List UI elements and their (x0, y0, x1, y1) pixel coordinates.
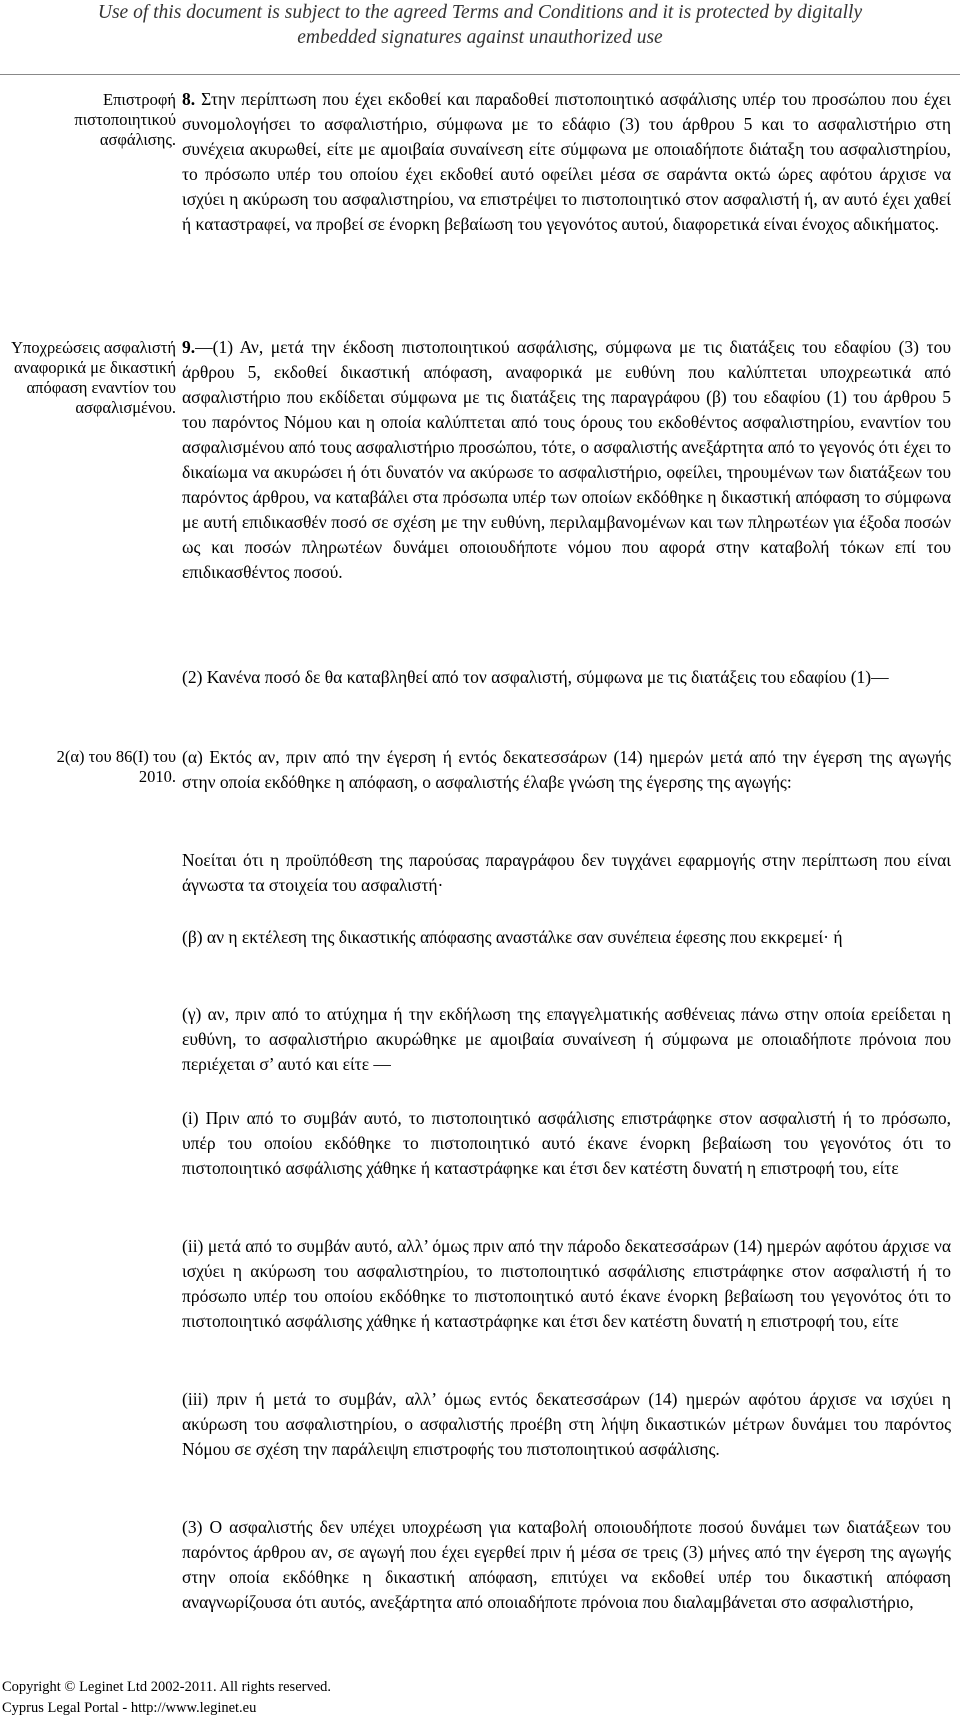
section-9 (182, 335, 951, 585)
section-9-number: 9. (182, 337, 196, 357)
section-8-number: 8. (182, 89, 196, 109)
margin-note-insurer-obligations: Υποχρεώσεις ασφαλιστή αναφορικά με δικαστική απόφαση εναντίον του ασφαλισμένου. (11, 338, 176, 417)
paragraph-b: (β) αν η εκτέλεση της δικαστικής απόφασης αναστάλκε σαν συνέπεια έφεσης που εκκρεμεί· ή (182, 927, 843, 947)
item-i: (i) Πριν από το συμβάν αυτό, το πιστοποιητικό ασφάλισης επιστράφηκε στον ασφαλιστή ή το πρόσωπο, υπέρ του οποίου εκδόθηκε το πιστοποιητικό αυτό έκανε ένορκη βεβαίωση του γεγονότος ότι το πιστοποιητικό ασφάλισης χάθηκε ή καταστράφηκε και έτσι δεν κατέστη δυνατή η επιστροφή του, είτε (182, 1108, 951, 1178)
margin-note-amendment (0, 747, 176, 787)
amendment-line-1: 2(α) του 86(Ι) του (56, 747, 176, 766)
proviso: Νοείται ότι η προϋπόθεση της παρούσας παραγράφου δεν τυγχάνει εφαρμογής στην περίπτωση που είναι άγνωστα τα στοιχεία του ασφαλιστή· (182, 850, 951, 895)
header-line-1: Use of this document is subject to the agreed Terms and Conditions and it is protected by digitally (97, 2, 863, 23)
item-ii: (ii) μετά από το συμβάν αυτό, αλλ’ όμως πριν από την πάροδο δεκατεσσάρων (14) ημερών αφότου άρχισε να ισχύει η ακύρωση του ασφαλιστηρίου, το πιστοποιητικό ασφάλισης επιστράφηκε στον ασφαλιστή ή το πρόσωπο υπέρ του οποίου εκδόθηκε το πιστοποιητικό αυτό έκανε ένορκη βεβαίωση του γεγονότος ότι το πιστοποιητικό ασφάλισης χάθηκε ή καταστράφηκε και έτσι δεν κατέστη δυνατή η επιστροφή του, είτε (182, 1236, 951, 1331)
footer-portal: Cyprus Legal Portal - http://www.leginet.eu (2, 1700, 257, 1716)
subsection-3: (3) Ο ασφαλιστής δεν υπέχει υποχρέωση για καταβολή οποιουδήποτε ποσού δυνάμει των διατάξεων του παρόντος άρθρου αν, σε αγωγή που έχει εγερθεί πριν ή μέσα σε τρεις (3) μήνες από την έγερση της αγωγής στην οποία εκδόθηκε η δικαστική απόφαση, επιτύχει να εκδοθεί υπέρ του δικαστική απόφαση αναγνωρίζουσα ότι αυτός, ανεξάρτητα από οποιαδήποτε πρόνοια που διαλαμβάνεται στο ασφαλιστήριο, (182, 1517, 951, 1612)
section-8 (182, 87, 951, 237)
subsection-2: (2) Κανένα ποσό δε θα καταβληθεί από τον ασφαλιστή, σύμφωνα με τις διατάξεις του εδαφίου (1)— (182, 667, 889, 687)
page-header (0, 0, 960, 50)
footer-copyright: Copyright © Leginet Ltd 2002-2011. All rights reserved. (2, 1679, 332, 1695)
header-divider (0, 74, 960, 75)
paragraph-c: (γ) αν, πριν από το ατύχημα ή την εκδήλωση της επαγγελματικής ασθένειας πάνω στην οποία ερείδεται η ευθύνη, το ασφαλιστήριο ακυρώθηκε με αμοιβαία συναίνεση ή σύμφωνα με οποιαδήποτε πρόνοια που περιέχεται σ’ αυτό και είτε — (182, 1004, 951, 1074)
paragraph-a: (α) Εκτός αν, πριν από την έγερση ή εντός δεκατεσσάρων (14) ημερών μετά από την έγερση της αγωγής στην οποία εκδόθηκε η απόφαση, ο ασφαλιστής έλαβε γνώση της έγερσης της αγωγής: (182, 747, 951, 792)
section-8-text: Στην περίπτωση που έχει εκδοθεί και παραδοθεί πιστοποιητικό ασφάλισης υπέρ του προσώπου που έχει συνομολογήσει το ασφαλιστήριο, σύμφωνα με το εδάφιο (3) του άρθρου 5 και το ασφαλιστήριο στη συνέχεια ακυρωθεί, είτε με αμοιβαία συναίνεση είτε σύμφωνα με οποιαδήποτε διάταξη του ασφαλιστηρίου, το πρόσωπο υπέρ του οποίου έχει εκδοθεί αυτό οφείλει μέσα σε σαράντα οκτώ ώρες αφότου άρχισε να ισχύει η ακύρωση του ασφαλιστηρίου, να επιστρέψει το πιστοποιητικό στον ασφαλιστή ή, αν αυτό έχει χαθεί ή καταστραφεί, να προβεί σε ένορκη βεβαίωση του γεγονότος αυτού, διαφορετικά είναι ένοχος αδικήματος. (182, 89, 951, 234)
margin-note-return-certificate: Επιστροφή πιστοποιητικού ασφάλισης. (74, 90, 176, 149)
section-9-text: —(1) Αν, μετά την έκδοση πιστοποιητικού ασφάλισης, σύμφωνα με τις διατάξεις του εδαφίου (3) του άρθρου 5, εκδοθεί δικαστική απόφαση, αναφορικά με ευθύνη που καλύπτεται υποχρεωτικά από ασφαλιστήριο που εκδίδεται σύμφωνα με τις διατάξεις της παραγράφου (β) του εδαφίου (1) του άρθρου 5 του παρόντος Νόμου και η οποία καλύπτεται από τους όρους του εκδοθέντος ασφαλιστηρίου, εναντίον του ασφαλισμένου από τους ασφαλιστήριο προσώπου, τότε, ο ασφαλιστής ανεξάρτητα από το γεγονός ότι έχει το δικαίωμα να ακυρώσει ή ότι δυνατόν να ακύρωσε το ασφαλιστήριο, οφείλει, τηρουμένων των διατάξεων του παρόντος άρθρου, να καταβάλει στα πρόσωπα υπέρ των οποίων εκδόθηκε η δικαστική απόφαση το σύμφωνα με αυτή επιδικασθέν ποσό σε σχέση με την ευθύνη, περιλαμβανομένων και των πληρωτέων για έξοδα ποσών ως και ποσών πληρωτέων δυνάμει οποιουδήποτε νόμου που αφορά στην καταβολή τόκων επί του επιδικασθέντος ποσού. (182, 337, 951, 582)
amendment-line-2: 2010. (138, 767, 176, 786)
item-iii: (iii) πριν ή μετά το συμβάν, αλλ’ όμως εντός δεκατεσσάρων (14) ημερών αφότου άρχισε να ισχύει η ακύρωση του ασφαλιστηρίου, ο ασφαλιστής προέβη στη λήψη δικαστικών μέτρων δυνάμει του παρόντος Νόμου σε σχέση την παράλειψη επιστροφής του πιστοποιητικού ασφάλισης. (182, 1389, 951, 1459)
header-line-2: embedded signatures against unauthorized use (297, 27, 663, 48)
